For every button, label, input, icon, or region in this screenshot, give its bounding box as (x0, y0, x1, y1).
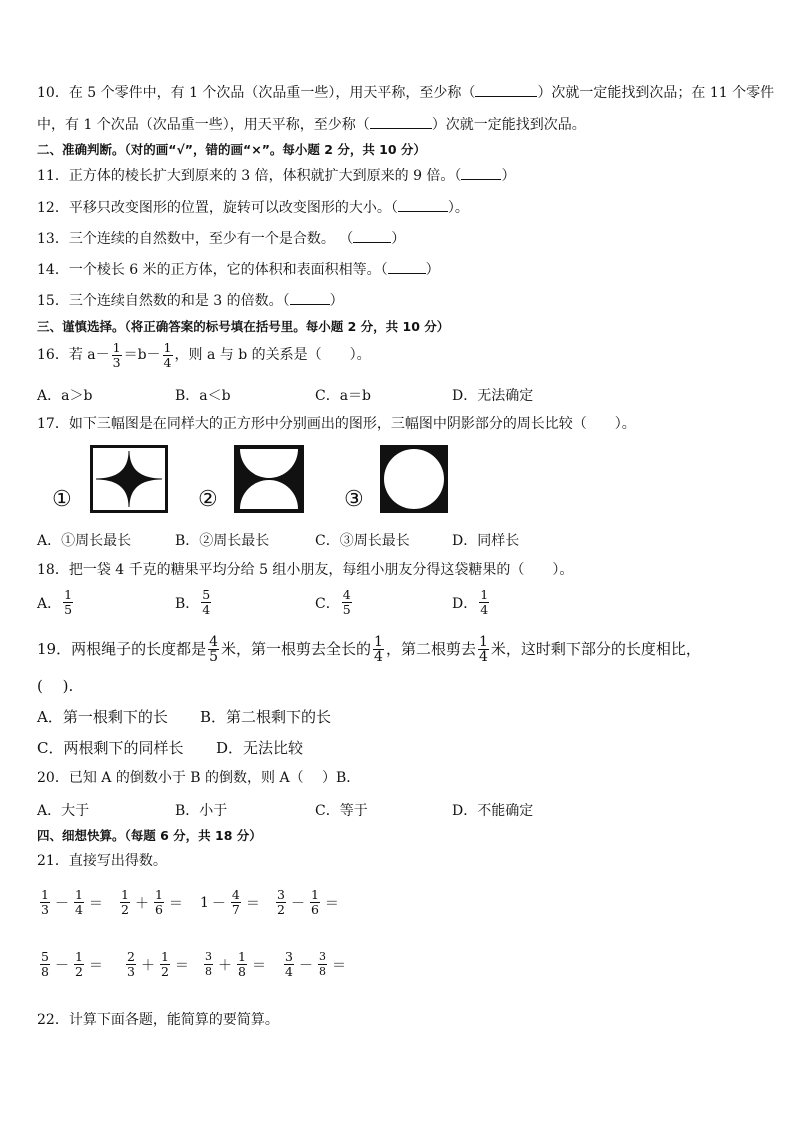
q19-option-b[interactable]: B．第二根剩下的长 (200, 708, 332, 726)
q21-stem: 21．直接写出得数。 (37, 853, 167, 869)
q18-option-a[interactable]: A． $\frac{1}{5}$ (37, 587, 73, 617)
q18-stem: 18．把一袋 4 千克的糖果平均分给 5 组小朋友，每组小朋友分得这袋糖果的（ ）。 (37, 562, 574, 578)
q11-blank[interactable] (461, 165, 501, 180)
q19-answer-bracket: ( ). (37, 677, 74, 695)
q20-stem: 20．已知 A 的倒数小于 B 的倒数，则 A（ ）B． (37, 770, 361, 786)
q16-option-a[interactable]: A．a＞b (37, 388, 93, 404)
q18-option-c[interactable]: C． $\frac{4}{5}$ (315, 587, 351, 617)
q20-option-d[interactable]: D．不能确定 (452, 803, 534, 819)
q18-option-b[interactable]: B． $\frac{5}{4}$ (175, 587, 211, 617)
q17-option-c[interactable]: C．③周长最长 (315, 533, 410, 549)
q15-blank[interactable] (290, 290, 330, 305)
q17-option-d[interactable]: D．同样长 (452, 533, 520, 549)
q16-option-b[interactable]: B．a＜b (175, 388, 231, 404)
q12-blank[interactable] (398, 197, 448, 212)
figure-label-1: ① (52, 487, 72, 512)
q10-line1: 10．在 5 个零件中，有 1 个次品（次品重一些），用天平称，至少称（ ）次就一定能找到次品；在 11 个零件 (37, 82, 774, 102)
q20-option-b[interactable]: B．小于 (175, 803, 228, 819)
q21-expr-2: $\frac{1}{2}$ ＋ $\frac{1}{6}$ ＝ (121, 887, 183, 917)
q21-expr-6: $\frac{2}{3}$ ＋ $\frac{1}{2}$ ＝ (127, 949, 189, 979)
q16-option-c[interactable]: C．a＝b (315, 388, 372, 404)
section-4-heading: 四、细想快算。（每题 6 分，共 18 分） (37, 828, 262, 843)
figure-2-semicircles-square (234, 445, 304, 513)
q21-expr-4: $\frac{3}{2}$ － $\frac{1}{6}$ ＝ (277, 887, 339, 917)
q13: 13．三个连续的自然数中，至少有一个是合数。 （ ） (37, 228, 405, 248)
section-2-heading: 二、准确判断。（对的画“√”，错的画“×”。每小题 2 分，共 10 分） (37, 142, 426, 157)
q19-option-c[interactable]: C．两根剩下的同样长 (37, 739, 184, 757)
q21-expr-3: 1 － $\frac{4}{7}$ ＝ (200, 887, 260, 917)
q20-option-a[interactable]: A．大于 (37, 803, 90, 819)
q22-stem: 22．计算下面各题，能简算的要简算。 (37, 1012, 279, 1028)
q17-option-b[interactable]: B．②周长最长 (175, 533, 270, 549)
q16-fraction-2: $\frac{1}{4}$ (163, 339, 172, 370)
q19-option-a[interactable]: A．第一根剩下的长 (37, 708, 168, 726)
q13-blank[interactable] (353, 228, 391, 243)
q19-fraction-1: $\frac{4}{5}$ (209, 633, 219, 665)
q21-expr-1: $\frac{1}{3}$ － $\frac{1}{4}$ ＝ (41, 887, 103, 917)
q10-line2: 中，有 1 个次品（次品重一些），用天平称，至少称（ ）次就一定能找到次品。 (37, 114, 586, 134)
q19-stem: 19．两根绳子的长度都是 $\frac{4}{5}$ 米，第一根剪去全长的 $\frac{1}{4}$ ，第二根剪去 $\frac{1}{4}$ 米，这时剩下部分的长度相比， (37, 633, 701, 665)
q21-expr-7: $\frac{3}{8}$ ＋ $\frac{1}{8}$ ＝ (205, 949, 266, 979)
q10-blank-1[interactable] (475, 82, 537, 97)
q19-option-d[interactable]: D．无法比较 (216, 739, 304, 757)
figure-3-circle-square (380, 445, 448, 513)
q17-stem: 17．如下三幅图是在同样大的正方形中分别画出的图形，三幅图中阴影部分的周长比较（ ）。 (37, 416, 636, 432)
q17-option-a[interactable]: A．①周长最长 (37, 533, 132, 549)
figure-1-star-square (90, 445, 168, 513)
q21-expr-8: $\frac{3}{4}$ － $\frac{3}{8}$ ＝ (285, 949, 346, 979)
q20-option-c[interactable]: C．等于 (315, 803, 368, 819)
q14-blank[interactable] (388, 259, 426, 274)
q12: 12．平移只改变图形的位置，旋转可以改变图形的大小。（ ）。 (37, 197, 469, 217)
figure-label-3: ③ (344, 487, 364, 512)
q15: 15．三个连续自然数的和是 3 的倍数。（ ） (37, 290, 344, 310)
q10-blank-2[interactable] (370, 114, 432, 129)
q11: 11．正方体的棱长扩大到原来的 3 倍，体积就扩大到原来的 9 倍。（ ） (37, 165, 515, 185)
q19-fraction-2: $\frac{1}{4}$ (374, 633, 383, 665)
figure-label-2: ② (198, 487, 218, 512)
q14: 14．一个棱长 6 米的正方体，它的体积和表面积相等。（ ） (37, 259, 440, 279)
q16-option-d[interactable]: D．无法确定 (452, 388, 534, 404)
q16-fraction-1: $\frac{1}{3}$ (112, 339, 121, 370)
section-3-heading: 三、谨慎选择。（将正确答案的标号填在括号里。每小题 2 分，共 10 分） (37, 319, 450, 334)
q19-fraction-3: $\frac{1}{4}$ (478, 633, 488, 665)
q16-stem: 16．若 a－ $\frac{1}{3}$ ＝b－ $\frac{1}{4}$ ，则 a 与 b 的关系是（ ）。 (37, 339, 371, 370)
q21-expr-5: $\frac{5}{8}$ － $\frac{1}{2}$ ＝ (41, 949, 103, 979)
q18-option-d[interactable]: D． $\frac{1}{4}$ (452, 587, 489, 617)
